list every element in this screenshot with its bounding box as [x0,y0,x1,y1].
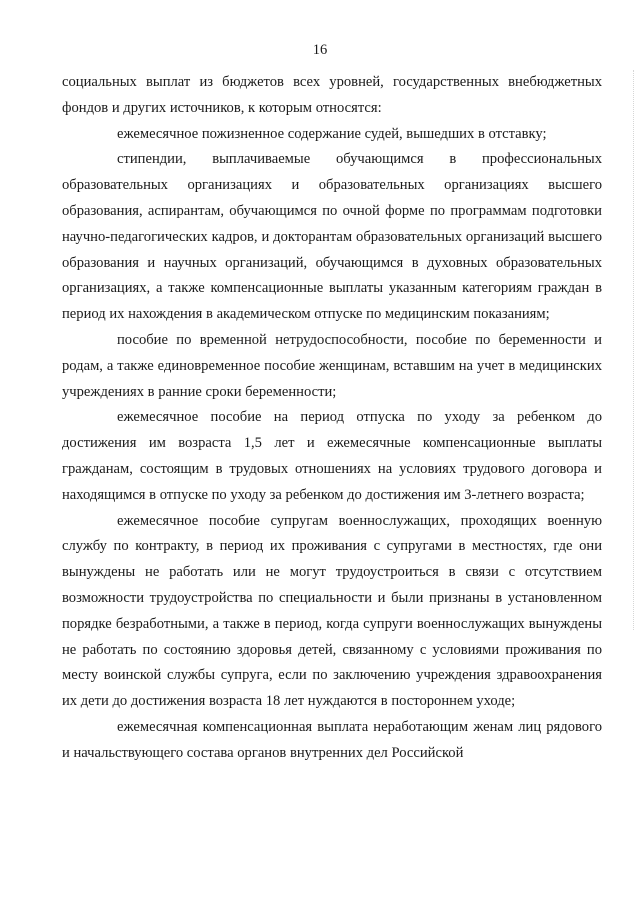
scan-margin-marks [631,70,634,630]
paragraph-judges-pension: ежемесячное пожизненное содержание судей, вышедших в отставку; [117,125,547,142]
document-body [62,70,602,767]
paragraph-stipends: стипендии, выплачиваемые обучающимся в профессиональных образовательных организациях и образовательных организациях высшего образования, аспирантам, обучающимся по очной форме по программам подготовки научно-педагогических кадров, и докторантам образовательных организаций высшего образования и научных организаций, обучающимся в духовных образовательных организациях, а также компенсационные выплаты указанным категориям граждан в период их нахождения в академическом отпуске по медицинским показаниям; [62,151,602,323]
paragraph-sick-leave-benefit: пособие по временной нетрудоспособности, пособие по беременности и родам, а также единовременное пособие женщинам, вставшим на учет в медицинских учреждениях в ранние сроки беременности; [62,331,602,400]
paragraph-childcare-benefit: ежемесячное пособие на период отпуска по уходу за ребенком до достижения им возраста 1,5 лет и ежемесячные компенсационные выплаты гражданам, состоящим в трудовых отношениях на условиях трудового договора и находящимся в отпуске по уходу за ребенком до достижения им 3-летнего возраста; [62,409,602,503]
page-number: 16 [312,42,328,58]
paragraph-intro: социальных выплат из бюджетов всех уровней, государственных внебюджетных фондов и других источников, к которым относятся: [62,74,602,116]
paragraph-military-spouse-benefit: ежемесячное пособие супругам военнослужащих, проходящих военную службу по контракту, в период их проживания с супругами в местностях, где они вынуждены не работать или не могут трудоустроиться в связи с отсутствием возможности трудоустройства по специальности и были признаны в установленном порядке безработными, а также в период, когда супруги военнослужащих вынуждены не работать по состоянию здоровья детей, связанному с условиями проживания по месту воинской службы супруга, если по заключению учреждения здравоохранения их дети до достижения возраста 18 лет нуждаются в постороннем уходе; [62,512,602,710]
paragraph-compensation-wives: ежемесячная компенсационная выплата неработающим женам лиц рядового и начальствующего состава органов внутренних дел Российской [62,718,602,761]
